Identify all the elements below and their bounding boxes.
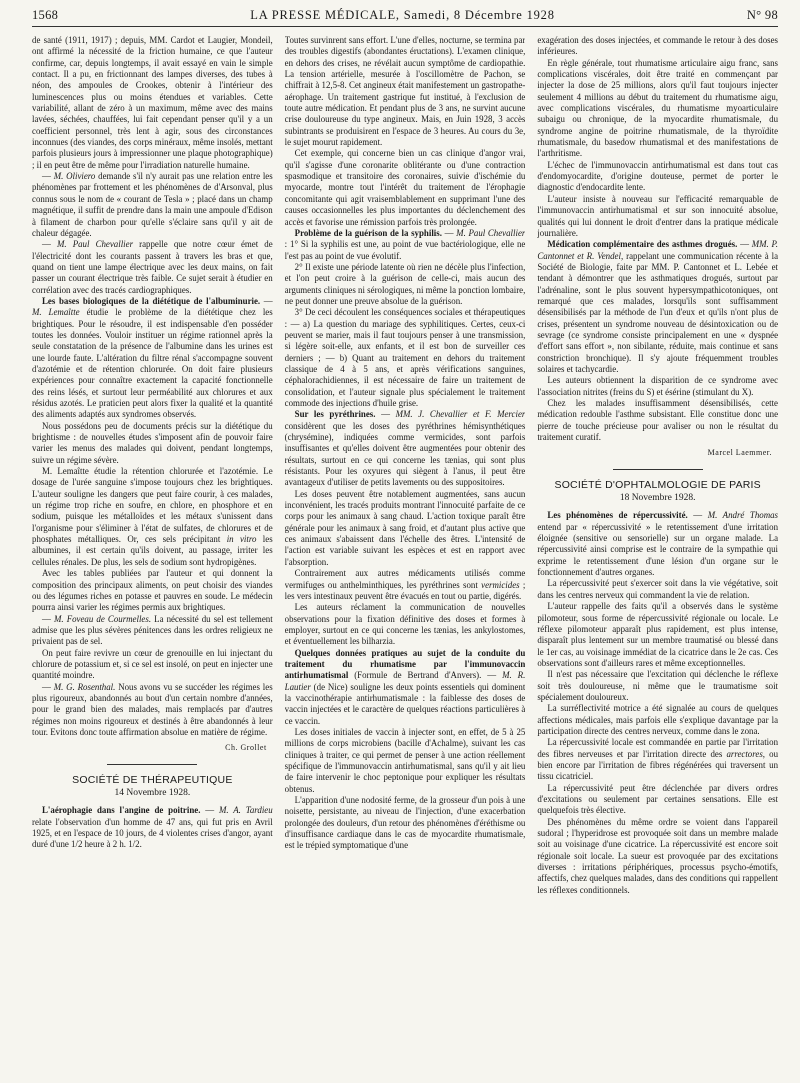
paragraph: 2° Il existe une période latente où rien ne décèle plus l'infection, et l'on peut croire à la guérison de celle-ci, mais aucun des arguments cliniques ni sérologiques, ni même la ponction lombaire, ne peut donner une preuve absolue de la guérison.: [284, 261, 526, 306]
paragraph-text: relate l'observation d'un homme de 47 ans, qui fut pris en Avril 1925, et en l'espace de 10 jours, de 4 violentes crises d'angor, ayant duré d'une 1/2 heure à 2 h. 1/2.: [32, 816, 273, 850]
paragraph: [32, 466, 273, 568]
paragraph: L'apparition d'une nodosité ferme, de la grosseur d'un pois à une noisette, persistante, au niveau de l'injection, d'une exacerbation prolongée des douleurs, d'un retour des phénomènes d'éréthisme ou d'insuffisance cardiaque dans le cas de myocardite rhumatismale, est le trépied symptomatique d'une: [284, 795, 526, 851]
paragraph: Médication complémentaire des asthmes drogués. — MM. P. Cantonnet et R. Vendel, rappelant une communication récente à la Société de Biologie, faite par MM. P. Cantonnet et L. Lebée et tendant à démontrer que les asthmatiques drogués, surtout par l'adrénaline, sont le plus souvent hypersympathicotoniques, ont remarqué que ces malades, lorsqu'ils sont suffisamment désensibilisés par la méthode de l'un d'eux et qu'ils n'ont plus de crises, présentent un syndrome nouveau de désintoxication ou de sevrage (ce syndrome consiste principalement en une « dyspnée d'effort sans effort », non sibilante, réduite, mais continue et sans constriction bronchique). Il s'y ajoute fréquemment troubles solaires et tachycardie.: [537, 239, 779, 374]
session-date: 14 Novembre 1928.: [114, 788, 191, 798]
communication-title: Les phénomènes de répercussivité.: [547, 510, 688, 521]
latin-term: arrectores: [726, 748, 763, 759]
author-signature: Ch. Grollet: [225, 743, 267, 753]
speaker-name: M. A. Tardieu: [218, 805, 273, 816]
latin-term: in vitro: [226, 534, 257, 545]
paragraph: Sur les pyréthrines. — MM. J. Chevallier et F. Mercier considèrent que les doses des pyréthrines hémisynthétiques (chrysémine), indiquées comme vermicides, sont parfois insuffisantes et qu'elles doivent être augmentées pour obtenir des résultats, surtout en ce qui concerne les tænias, qui sont plus résistants. Pour les oxyures qui siègent à l'anus, il peut être avantageux d'utiliser de petits lavements ou des suppositoires.: [284, 409, 526, 488]
paragraph-text: (de Nice) souligne les deux points essentiels qui dominent la vaccinothérapie antirhumatismale : la faiblesse des doses de vaccin injectées et le caractère de quelques réactions particulières à ce vaccin.: [284, 681, 526, 726]
paragraph-text: La nécessité du sel est tellement admise que les plus sévères pénitences dans les ordres religieux ne privaient pas de sel.: [32, 613, 273, 647]
column-1: [32, 35, 273, 1083]
paragraph: exagération des doses injectées, et commande le retour à des doses inférieures.: [537, 35, 779, 57]
paragraph: [285, 648, 526, 727]
communication-title: Quelques données pratiques au sujet de la conduite du traitement du rhumatisme par l'immunovaccin antirhumatismal: [284, 647, 526, 681]
paragraph: Cet exemple, qui concerne bien un cas clinique d'angor vrai, qu'il s'agisse d'une coronarite oblitérante ou d'une contraction spasmodique et transitoire des coronaires, suivie d'ischémie du myocarde, montre tout l'intérêt du traitement de l'érophagie concomitante qui agit vraisemblablement en supprimant l'une des causes occasionnelles les plus importantes du déclenchement des accès et favorise une rémission parfois très prolongée.: [284, 148, 526, 227]
communication-title: Problème de la guérison de la syphilis.: [294, 227, 442, 238]
communication-title: Les bases biologiques de la diététique de l'albuminurie.: [42, 295, 261, 306]
section-divider: [107, 764, 197, 765]
paragraph: de santé (1911, 1917) ; depuis, MM. Cardot et Laugier, Mondeil, ont affirmé la nécessité de la friction humaine, ce que l'auteur confirme, car, depuis longtemps, il avait essayé en vain le simple contact. Il a pu, en frictionnant des lampes diverses, des tubes à néon, des ampoules de Crookes, obtenir à l'intérieur des luminescences plus ou moins étendues et variables. Cette variabilité, allant de zéro à un maximum, même avec des mains lavées, séchées, chauffées, lui fait cependant penser qu'il y a un coefficient personnel, très lent à agir, sous des circonstances inconnues (des viandes, des corps minéraux, même insolés, mettant parfois plusieurs jours à impressionner une plaque photographique) ; il en peut être de même pour l'irradiation naturelle humaine.: [32, 35, 273, 170]
paragraph: Toutes survinrent sans effort. L'une d'elles, nocturne, se termina par des troubles digestifs (abondantes éructations). L'examen clinique, en dehors des crises, ne révélait aucun symptôme de cardiopathie. La tension artérielle, mesurée à l'oscillomètre de Pachon, se chiffrait à 12,5-8. Cet angineux était manifestement un gastropathe-aérophage. Un traitement gastrique fut institué, à l'exclusion de toute autre médication. Et pendant plus de 3 ans, ne survint aucune crise douloureuse du type angineux. Mais, en Juin 1928, 3 accès subintrants se produisirent en l'espace de 3 heures. Au cours du 3e, le sujet mourut rapidement.: [284, 35, 526, 148]
speaker-name: M. Paul Chevallier: [56, 239, 134, 250]
speaker-name: M. Lemaîtte: [32, 307, 80, 318]
paragraph: Les auteurs réclament la communication de nouvelles observations pour la fixation définitive des doses et formes à employer, surtout en ce qui concerne les tænias, les ankylostomes, et éventuellement les bilharzia.: [284, 602, 526, 647]
text-columns: [32, 35, 778, 1083]
paragraph: La répercussivité peut être déclenchée par divers ordres d'excitations ou seulement par certaines sensations. Elle est quelquefois très élective.: [537, 782, 779, 816]
communication-title: Sur les pyréthrines.: [294, 409, 376, 420]
paragraph: En règle générale, tout rhumatisme articulaire aigu franc, sans complications viscérales, doit être traité en commençant par injecter la dose de 25 millions, alors qu'il faut toujours injecter seulement 4 millions au début du traitement du rhumatisme aigu, avec complications viscérales, du rhumatisme myoarticulaire subaigu ou chronique, de la myocardite rhumatismale, du syndrome angine de poitrine rhumatismale, de la thyroïdite rhumatismale, du basedow rhumatismal et des manifestations de l'arthritisme.: [537, 57, 779, 159]
paragraph: La surréflectivité motrice a été signalée au cours de quelques affections médicales, mais parfois elle s'explique davantage par la participation directe des centres nerveux, comme dans le zona.: [537, 703, 779, 736]
paragraph-text: , ou bien encore par l'irritation de fibres régénérées qui traversent un tissu cicatriciel.: [537, 748, 779, 782]
paragraph: Problème de la guérison de la syphilis. — M. Paul Chevallier : 1° Si la syphilis est une, au point de vue bactériologique, elle ne l'est pas au point de vue évolutif.: [284, 227, 526, 261]
paragraph-text: (Formule de Bertrand d'Anvers). —: [348, 670, 503, 681]
emphasized-term: vermicides: [481, 579, 520, 590]
paragraph: L'auteur insiste à nouveau sur l'efficacité remarquable de l'immunovaccin antirhumatismal et sur son innocuité absolue, qualités qui lui donnent le droit d'entrer dans la pratique médicale journalière.: [537, 193, 779, 238]
paragraph: Les auteurs obtiennent la disparition de ce syndrome avec l'association nitrites (freins du S) et ésérine (stimulant du X).: [537, 375, 779, 397]
society-heading: SOCIÉTÉ D'OPHTALMOLOGIE DE PARIS: [554, 478, 761, 491]
paragraph: — M. Oliviero demande s'il n'y aurait pas une relation entre les phénomènes par frottement et les phénomènes de d'Arsonval, plus connus sous le nom de « courant de Tesla » ; placé dans un champ magnétique, il suffit de prendre dans la main une ampoule d'Edison à filament de charbon pour qu'elle s'éclaire sans qu'il y ait de chaleur dégagée.: [32, 171, 273, 238]
paragraph-text: Contrairement aux autres médicaments utilisés comme vermifuges ou anthelminthiques, les pyréthrines sont: [284, 568, 526, 590]
paragraph-text: les albumines, il est certain qu'ils doivent, au passage, irriter les cellules rénales. De plus, les sels de sodium sont hydropigènes.: [32, 534, 273, 567]
paragraph: La répercussivité peut s'exercer soit dans la vie végétative, soit dans les centres nerveux qui commandent la vie de relation.: [537, 578, 779, 600]
speaker-name: M. Oliviero: [53, 171, 96, 182]
paragraph-text: ; les vers intestinaux peuvent être évacués en tout ou partie, digérés.: [284, 579, 526, 601]
paragraph-text: rappelant une communication récente à la Société de Biologie, faite par MM. P. Cantonnet et L. Lebée et tendant à démontrer que les asthmatiques drogués, surtout par l'adrénaline, sont le plus souvent hypersympathicotoniques, ont remarqué que ces malades, lorsqu'ils sont suffisamment désensibilisés par la méthode de l'un d'eux et qu'ils n'ont plus de crises, présentent un syndrome nouveau de désintoxication ou de sevrage (ce syndrome consiste principalement en une « dyspnée d'effort sans effort », non sibilante, réduite, mais continue et sans constriction bronchique). Il s'y ajoute fréquemment troubles solaires et tachycardie.: [537, 250, 779, 374]
society-heading: SOCIÉTÉ DE THÉRAPEUTIQUE: [72, 773, 233, 786]
paragraph: Des phénomènes du même ordre se voient dans l'appareil sudoral ; l'hyperidrose est provoquée soit dans un membre malade soit au voisinage d'une cicatrice. La répercussivité est encore soit régionale soit locale. La sueur est provoquée par des excitations diverses : irritations périphériques, processus psycho-émotifs, affectifs, chez quelques malades, dans des conditions qui rappellent les réflexes conditionnels.: [537, 816, 779, 895]
communication-title: L'aérophagie dans l'angine de poitrine.: [42, 805, 201, 816]
paragraph-text: étudie le problème de la diététique chez les brightiques. Pour le résoudre, il est indispensable d'en posséder toutes les données. Vouloir instituer un régime rationnel après la seule constatation de la présence de l'albumine dans les urines est une lourde faute. L'altération du filtre rénal s'accompagne souvent d'azotémie et de rétention chlorurée. On doit faire plusieurs expériences pour connaître exactement la capacité fonctionnelle des reins lésés, et surtout leur perméabilité aux chlorures et aux résidus azotés. Le praticien peut alors fixer la qualité et la quantité des aliments adaptés aux syndromes observés.: [32, 307, 273, 420]
paragraph: L'échec de l'immunovaccin antirhumatismal est dans tout cas d'endomyocardite, d'origine douteuse, permet de porter le diagnostic d'endocardite lente.: [537, 159, 779, 193]
paragraph: — M. Foveau de Courmelles. La nécessité du sel est tellement admise que les plus sévères pénitences dans les ordres religieux ne privaient pas de sel.: [32, 613, 273, 647]
paragraph: 3° De ceci découlent les conséquences sociales et thérapeutiques : — a) La question du mariage des syphilitiques. Certes, ceux-ci peuvent se marier, mais il faut toujours penser à une transmission, si légère soit-elle, aux enfants, et il est bon de surveiller ces derniers ; — b) Quant au traitement en dehors du traitement classique de 4 à 5 ans, et après vérifications sanguines, céphalorachidiennes, il est nécessaire de faire un traitement de consolidation, et l'auteur signale plus spécialement le traitement commode des injections d'huile grise.: [284, 307, 526, 408]
paragraph: Nous possédons peu de documents précis sur la diététique du brightisme : de nouvelles études s'imposent afin de pouvoir faire varier les menus des malades qui doivent, pendant longtemps, suivre un régime sévère.: [32, 420, 273, 465]
paragraph: On peut faire revivre un cœur de grenouille en lui injectant du chlorure de potassium et, si ce sel est insolé, on peut en injecter une quantité moindre.: [32, 647, 273, 681]
paragraph-text: considèrent que les doses des pyréthrines hémisynthétiques (chrysémine), indiquées comme vermicides, sont parfois insuffisantes et qu'elles doivent être augmentées pour obtenir des résultats, surtout en ce qui concerne les tænias, qui sont plus résistants. Pour les oxyures qui siègent à l'anus, il peut être avantageux d'utiliser de petits lavements ou des suppositoires.: [284, 420, 526, 488]
paragraph: [285, 568, 526, 602]
paragraph: L'auteur rappelle des faits qu'il a observés dans le système pilomoteur, sous forme de répercussivité régionale ou locale. Le réflexe pilomoteur apparaît plus rapidement, est plus intense, disparaît plus lentement sur un membre traumatisé ou blessé dans le 1er cas, au voisinage immédiat de la cicatrice dans le 2e cas. Ces observations sont d'ailleurs rares et même exceptionnelles.: [537, 601, 779, 668]
speaker-name: M. Paul Chevallier: [456, 227, 526, 238]
paragraph: Les doses initiales de vaccin à injecter sont, en effet, de 5 à 25 millions de corps microbiens (bacille d'Achalme), suivant les cas cliniques à traiter, ce qui permet de penser à une action réellement spécifique de l'immunovaccin antirhumatismal, sans qu'il y ait lieu de faire intervenir le choc peptonique pour expliquer les résultats obtenus.: [284, 726, 526, 794]
paragraph: — M. G. Rosenthal. Nous avons vu se succéder les régimes les plus rigoureux, abandonnés au bout d'un certain nombre d'années, pour le grand bien des malades, mais remplacés par d'autres régimes non moins rigoureux et destinés à être abandonnés à leur tour. Evitons donc toute affirmation absolue en matière de régime.: [32, 681, 273, 737]
paragraph: Il n'est pas nécessaire que l'excitation qui déclenche le réflexe soit très douloureuse, ni même que le traumatisme soit spécialement douloureux.: [537, 669, 779, 702]
column-3: [537, 35, 778, 1083]
author-signature: Marcel Laemmer.: [707, 448, 773, 458]
paragraph: L'aérophagie dans l'angine de poitrine. — M. A. Tardieu relate l'observation d'un homme de 47 ans, qui fut pris en Avril 1925, et en l'espace de 10 jours, de 4 violentes crises d'angor, ayant duré d'une 1/2 heure à 2 h. 1/2.: [32, 805, 273, 850]
speaker-name: MM. J. Chevallier et F. Mercier: [395, 409, 526, 420]
session-date: 18 Novembre 1928.: [619, 493, 696, 504]
paragraph-text: Nous avons vu se succéder les régimes les plus rigoureux, abandonnés au bout d'un certain nombre d'années, pour le grand bien des malades, mais remplacés par d'autres régimes non moins rigoureux et destinés à être abandonnés à leur tour. Evitons donc toute affirmation absolue en matière de régime.: [32, 681, 273, 737]
journal-title: LA PRESSE MÉDICALE, Samedi, 8 Décembre 1928: [250, 8, 555, 22]
page-number: 1568: [32, 8, 59, 22]
issue-number: N° 98: [746, 8, 778, 22]
paragraph-text: entend par « répercussivité » le retentissement d'une irritation éloignée (sensitive ou sensorielle) sur un organe malade. La répercussivité ainsi comprise est le contraire de la sympathie qui exprime le retentissement d'une lésion d'un organe sur le fonctionnement d'autres organes.: [537, 521, 779, 578]
page-header: [32, 8, 778, 27]
section-divider: [613, 469, 703, 470]
paragraph: Les doses peuvent être notablement augmentées, sans aucun inconvénient, les tracés produits montrant l'innocuité parfaite de ce corps pour les animaux à sang chaud. L'action toxique paraît être générale pour les animaux à sang froid, et d'autant plus active que ces animaux s'abaissent dans l'échelle des êtres. L'intensité de l'action est variable suivant les espèces et est en rapport avec l'absorption.: [284, 488, 526, 567]
paragraph-text: demande s'il n'y aurait pas une relation entre les phénomènes par frottement et les phénomènes de d'Arsonval, plus connus sous le nom de « courant de Tesla » ; placé dans un champ magnétique, il suffit de prendre dans la main une ampoule d'Edison à filament de charbon pour qu'elle s'éclaire sans qu'il y ait de chaleur dégagée.: [32, 171, 273, 238]
paragraph: Chez les malades insuffisamment désensibilisés, cette médication redouble l'asthme subsistant. Elle constitue donc une pierre de touche précieuse pour avaliser ou non le résultat du traitement curatif.: [537, 398, 779, 443]
paragraph-text: rappelle que notre cœur émet de l'électricité dont les courants passent à travers les bras et que, quand on tient une lampe électrique avec les deux mains, on fait passer un courant électrique très faible. Ce sujet serait à étudier en corrélation avec des tracés cardiographiques.: [32, 239, 273, 295]
communication-title: Médication complémentaire des asthmes drogués.: [547, 239, 738, 250]
speaker-name: M. G. Rosenthal.: [53, 681, 116, 692]
paragraph-text: La répercussivité locale est commandée en partie par l'irritation des fibres nerveuses et par l'irritation directe des: [537, 737, 779, 759]
paragraph: Les phénomènes de répercussivité. — M. André Thomas entend par « répercussivité » le retentissement d'une irritation éloignée (sensitive ou sensorielle) sur un organe malade. La répercussivité ainsi comprise est le contraire de la sympathie qui exprime le retentissement d'une lésion d'un organe sur le fonctionnement d'autres organes.: [537, 510, 779, 578]
column-2: [285, 35, 526, 1083]
paragraph-text: M. Lemaîtte étudie la rétention chlorurée et l'azotémie. Le dosage de l'urée sanguine s'impose toujours chez les brightiques. L'auteur souligne les dangers que peut faire courir, à ces malades, un régime trop riche en soufre, en chlore, en phosphore et en sodium, puisque les métalloïdes et les métaux s'unissent dans l'organisme pour s'éliminer à l'état de sulfates, de chlorures et de phosphates métalliques. Or, ces sels précipitant: [32, 466, 273, 545]
paragraph: [537, 737, 778, 782]
speaker-name: M. André Thomas: [707, 510, 779, 521]
paragraph: Les bases biologiques de la diététique de l'albuminurie. — M. Lemaîtte étudie le problème de la diététique chez les brightiques. Pour le résoudre, il est indispensable d'en posséder toutes les données. Vouloir instituer un régime rationnel après la seule constatation de la présence de l'albumine dans les urines est une lourde faute. L'altération du filtre rénal s'accompagne souvent d'azotémie et de rétention chlorurée. On doit faire plusieurs expériences pour connaître exactement la capacité fonctionnelle des reins lésés, et surtout leur perméabilité aux chlorures et aux résidus azotés. Le praticien peut alors fixer la qualité et la quantité des aliments adaptés aux syndromes observés.: [32, 295, 273, 420]
speaker-name: M. R. Lautier: [284, 670, 526, 692]
paragraph-text: : 1° Si la syphilis est une, au point de vue bactériologique, elle ne l'est pas au point de vue évolutif.: [284, 239, 526, 261]
speaker-name: M. Foveau de Courmelles.: [53, 613, 152, 624]
speaker-name: MM. P. Cantonnet et R. Vendel,: [537, 239, 779, 261]
paragraph: — M. Paul Chevallier rappelle que notre cœur émet de l'électricité dont les courants passent à travers les bras et que, quand on tient une lampe électrique avec les deux mains, on fait passer un courant électrique très faible. Ce sujet serait à étudier en corrélation avec des tracés cardiographiques.: [32, 239, 273, 295]
paragraph: Avec les tables publiées par l'auteur et qui donnent la composition des principaux aliments, on peut choisir des viandes ou des légumes riches en potasse et pauvres en soude. Le médecin pourra ainsi varier les régimes permis aux brightiques.: [32, 568, 273, 613]
